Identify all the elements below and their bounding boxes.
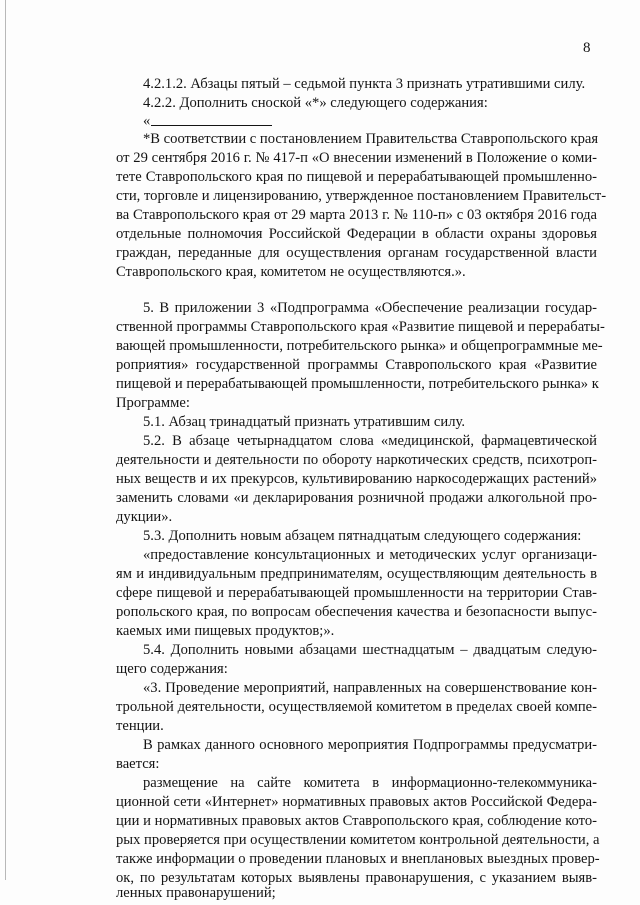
line-31: «3. Проведение мероприятий, направленных на совершенствование кон-: [143, 680, 597, 696]
line-15: пищевой и перерабатывающей промышленности, потребительского рынка» к: [116, 376, 599, 392]
page-number: 8: [583, 40, 591, 56]
line-25: ям и индивидуальным предпринимателям, осуществляющим деятельность в: [116, 566, 597, 582]
line-41: ок, по результатам которых выявлены правонарушения, с указанием выяв-: [116, 870, 597, 886]
line-23: 5.3. Дополнить новым абзацем пятнадцатым следующего содержания:: [143, 528, 582, 544]
line-35: вается:: [116, 756, 160, 772]
line-30: щего содержания:: [116, 661, 228, 677]
footnote-line-5: ва Ставропольского края от 29 марта 2013 г. № 110-п» с 03 октября 2016 года: [116, 207, 597, 223]
line-17: 5.1. Абзац тринадцатый признать утратившим силу.: [143, 414, 465, 430]
line-13: вающей промышленности, потребительского рынка» и общепрограммные ме-: [116, 338, 603, 354]
line-34: В рамках данного основного мероприятия Подпрограммы предусматри-: [143, 737, 597, 753]
line-24: «предоставление консультационных и методических услуг организаци-: [143, 547, 597, 563]
footnote-line-8: Ставропольского края, комитетом не осуществляются.».: [116, 264, 466, 280]
line-2: 4.2.2. Дополнить сноской «*» следующего содержания:: [143, 95, 488, 111]
line-16: Программе:: [116, 395, 190, 411]
line-32: трольной деятельности, осуществляемой комитетом в пределах своей компе-: [116, 699, 597, 715]
line-29: 5.4. Дополнить новыми абзацами шестнадцатым – двадцатым следую-: [143, 642, 597, 658]
line-28: каемых ими пищевых продуктов;».: [116, 623, 335, 639]
line-22: дукции».: [116, 509, 173, 525]
line-37: ционной сети «Интернет» нормативных правовых актов Российской Федера-: [116, 794, 597, 810]
footnote-separator: [151, 125, 272, 126]
line-20: ных веществ и их прекурсов, культивированию наркосодержащих растений»: [116, 471, 597, 487]
footnote-line-1: *В соответствии с постановлением Правительства Ставропольского края: [143, 131, 599, 147]
line-19: деятельности и деятельности по обороту наркотических средств, психотроп-: [116, 452, 597, 468]
line-27: ропольского края, по вопросам обеспечения качества и безопасности выпус-: [116, 604, 597, 620]
footnote-line-7: граждан, переданные для осуществления органам государственной власти: [116, 245, 597, 261]
line-12: ственной программы Ставропольского края «Развитие пищевой и перерабаты-: [116, 319, 605, 335]
line-14: роприятия» государственной программы Ставропольского края «Развитие: [116, 357, 597, 373]
line-42: ленных правонарушений;: [116, 885, 276, 901]
line-21: заменить словами «и декларирования розничной продажи алкогольной про-: [116, 490, 597, 506]
line-1: 4.2.1.2. Абзацы пятый – седьмой пункта 3 признать утратившими силу.: [143, 76, 586, 92]
line-11: 5. В приложении 3 «Подпрограмма «Обеспечение реализации государ-: [143, 300, 597, 316]
footnote-line-4: сти, торговле и лицензированию, утвержденное постановлением Правительст-: [116, 188, 607, 204]
line-40: также информации о проведении плановых и внеплановых выездных провер-: [116, 851, 600, 867]
footnote-open-quote: «: [143, 113, 151, 129]
footnote-line-2: от 29 сентября 2016 г. № 417-п «О внесении изменений в Положение о коми-: [116, 150, 597, 166]
footnote-line-6: отдельные полномочия Российской Федерации в области охраны здоровья: [116, 226, 597, 242]
line-18: 5.2. В абзаце четырнадцатом слова «медицинской, фармацевтической: [143, 433, 597, 449]
scan-edge-line: [5, 0, 6, 880]
line-33: тенции.: [116, 718, 164, 734]
line-26: сфере пищевой и перерабатывающей промышленности на территории Став-: [116, 585, 597, 601]
line-38: ции и нормативных правовых актов Ставропольского края, соблюдение кото-: [116, 813, 597, 829]
line-36: размещение на сайте комитета в информационно-телекоммуника-: [143, 775, 597, 791]
footnote-line-3: тете Ставропольского края по пищевой и перерабатывающей промышленно-: [116, 169, 597, 185]
line-39: рых проверяется при осуществлении комитетом контрольной деятельности, а: [116, 832, 600, 848]
